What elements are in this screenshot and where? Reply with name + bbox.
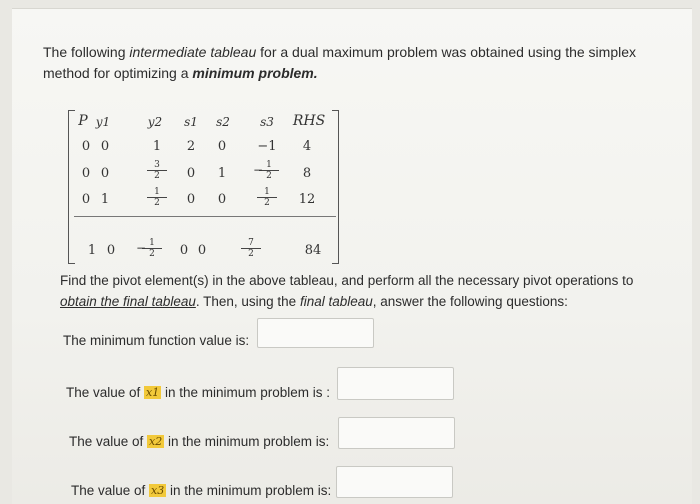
- problem-intro: The following intermediate tableau for a dual maximum problem was obtained using the simplex method for optimizing a minimum problem.: [43, 44, 637, 81]
- x3-value-input[interactable]: [336, 466, 453, 498]
- tableau-cell: 1: [87, 243, 97, 258]
- tableau-cell: 1: [100, 192, 110, 207]
- tableau-cell: 0: [100, 166, 110, 181]
- x1-value-input[interactable]: [337, 367, 454, 400]
- tableau-fraction-cell: $\frac{3}{2}$: [147, 160, 167, 181]
- x2-variable-badge: x2: [149, 435, 163, 448]
- tableau-cell: 0: [81, 166, 91, 181]
- tableau-header: y1: [95, 115, 111, 129]
- question-text: Find the pivot element(s) in the above tableau, and perform all the necessary pivot operations to obtain the final tableau. Then, using the final tableau, answer the following questions:: [60, 273, 634, 309]
- tableau-cell: 84: [304, 243, 322, 258]
- tableau-cell: 1: [152, 139, 162, 154]
- tableau-cell: 0: [186, 192, 196, 207]
- tableau-fraction-cell: $\frac{1}{2}$: [147, 187, 167, 208]
- tableau-cell: 0: [217, 139, 227, 154]
- tableau-cell: −1: [257, 139, 277, 154]
- x1-label: The value of x1 in the minimum problem is :: [66, 385, 331, 400]
- tableau-header: y2: [147, 115, 163, 129]
- tableau-cell: 0: [106, 243, 116, 258]
- min-value-label: The minimum function value is:: [63, 333, 250, 348]
- tableau-cell: 0: [179, 243, 189, 258]
- tableau-fraction-cell: $\frac{7}{2}$: [241, 238, 261, 259]
- tableau-right-bracket: [332, 110, 339, 264]
- tableau-cell: 8: [302, 166, 312, 181]
- tableau-header: P: [78, 113, 88, 129]
- simplex-tableau: [55, 104, 355, 267]
- tableau-fraction-cell: $\frac{1}{2}$: [257, 187, 277, 208]
- tableau-header: s1: [184, 115, 198, 129]
- tableau-header: s3: [260, 115, 274, 129]
- x2-label: The value of x2 in the minimum problem is:: [69, 434, 330, 449]
- min-value-input[interactable]: [257, 318, 374, 348]
- tableau-header: RHS: [292, 113, 326, 129]
- tableau-cell: 0: [186, 166, 196, 181]
- tableau-header: s2: [216, 115, 230, 129]
- tableau-cell: 2: [186, 139, 196, 154]
- x1-variable-badge: x1: [146, 386, 160, 399]
- tableau-left-bracket: [68, 110, 75, 264]
- tableau-cell: 0: [217, 192, 227, 207]
- tableau-cell: 1: [217, 166, 227, 181]
- tableau-cell: 0: [100, 139, 110, 154]
- tableau-cell: 0: [81, 139, 91, 154]
- tableau-cell: 0: [197, 243, 207, 258]
- tableau-cell: 4: [302, 139, 312, 154]
- x3-variable-badge: x3: [151, 484, 165, 497]
- worksheet: [12, 8, 692, 504]
- tableau-cell: 12: [298, 192, 316, 207]
- tableau-fraction-cell: − 1 2: [142, 238, 162, 259]
- tableau-fraction-cell: − 1 2: [259, 160, 279, 181]
- x2-value-input[interactable]: [338, 417, 455, 449]
- tableau-cell: 0: [81, 192, 91, 207]
- x3-label: The value of x3 in the minimum problem is:: [71, 483, 332, 498]
- tableau-objective-divider: [74, 216, 336, 217]
